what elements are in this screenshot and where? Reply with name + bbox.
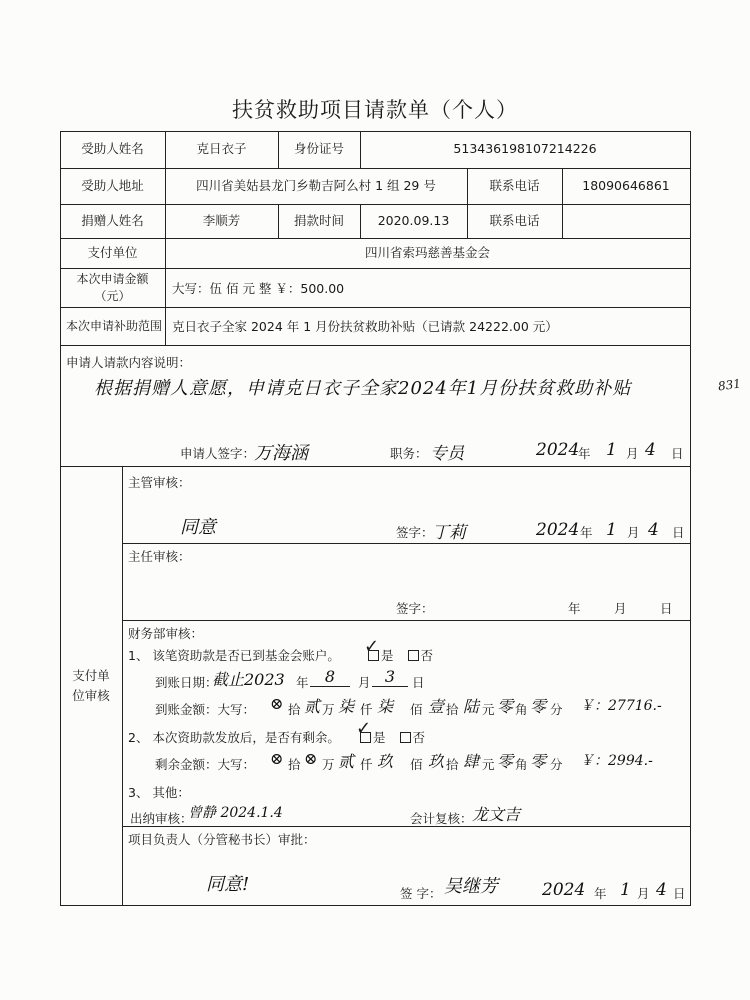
project-opinion: 同意! (206, 874, 250, 895)
request-description-label: 申请人请款内容说明： (66, 355, 192, 370)
recipient-phone-label: 联系电话 (489, 177, 540, 193)
finance-question-2: 2、 本次资助款发放后，是否有剩余。 (128, 730, 340, 745)
supervisor-year-label: 年 (580, 525, 593, 540)
supervisor-date-year: 2024 (536, 520, 580, 540)
donor-name-label: 捐赠人姓名 (81, 212, 144, 228)
request-date-year: 2024 (536, 440, 580, 460)
applicant-duty-label: 职务： (390, 446, 428, 461)
accountant-signature: 龙文吉 (472, 805, 521, 824)
request-month-label: 月 (626, 446, 639, 461)
request-year-label: 年 (578, 446, 591, 461)
request-day-label: 日 (671, 446, 684, 461)
director-sign-label: 签字： (396, 601, 434, 616)
remain-no-checkbox[interactable] (400, 732, 411, 743)
arrival-year-label: 年 (296, 675, 309, 690)
donor-phone-label: 联系电话 (489, 212, 540, 228)
paying-unit-value: 四川省索玛慈善基金会 (364, 244, 490, 260)
recipient-address-value: 四川省美姑县龙门乡勒吉阿么村 1 组 29 号 (196, 177, 436, 193)
request-description-handwriting: 根据捐赠人意愿，申请克日衣子全家2024年1月份扶贫救助补贴 (94, 378, 632, 399)
supervisor-month-label: 月 (627, 525, 640, 540)
paying-unit-label: 支付单位 (87, 244, 138, 260)
remain-amount-number: ￥：2994.- (580, 753, 653, 769)
recipient-name-value: 克日衣子 (196, 141, 247, 157)
payer-review-label: 支付单位审核 (72, 667, 110, 703)
no-checkbox[interactable] (408, 650, 419, 661)
id-number-value: 513436198107214226 (453, 141, 597, 157)
form-title: 扶贫救助项目请款单（个人） (232, 98, 518, 122)
applicant-duty: 专员 (430, 444, 464, 464)
arrival-amount-label: 到账金额：大写： (155, 702, 256, 717)
remain-no-label: 否 (412, 730, 426, 745)
arrival-amount-number: ￥：27716.- (580, 698, 662, 714)
arrival-date-label: 到账日期： (155, 675, 218, 690)
remain-yes-label: 是 (373, 730, 386, 745)
supervisor-review-label: 主管审核： (128, 475, 191, 490)
request-date-month: 1 (606, 440, 617, 460)
director-month-label: 月 (614, 601, 627, 616)
accountant-review-label: 会计复核： (410, 811, 473, 826)
supervisor-signature: 丁莉 (432, 523, 466, 543)
director-year-label: 年 (568, 601, 581, 616)
arrival-month-label: 月 (358, 675, 371, 690)
remain-check-mark: ✓ (356, 718, 372, 739)
no-label: 否 (420, 648, 434, 663)
project-year-label: 年 (594, 886, 607, 901)
recipient-name-label: 受助人姓名 (81, 141, 144, 157)
remain-amount-label: 剩余金额：大写： (155, 757, 256, 772)
arrival-day: 3 (372, 667, 408, 687)
finance-question-1: 1、 该笔资助款是否已到基金会账户。 (128, 648, 340, 663)
project-signature: 吴继芳 (444, 876, 498, 897)
project-head-label: 项目负责人（分管秘书长）审批： (128, 832, 316, 847)
project-sign-label: 签 字： (400, 886, 442, 901)
supervisor-sign-label: 签字： (396, 525, 434, 540)
supervisor-opinion: 同意 (180, 517, 216, 538)
request-amount-value: 大写：伍 佰 元 整 ￥：500.00 (172, 280, 345, 296)
cashier-review-label: 出纳审核： (130, 811, 193, 826)
applicant-sign-label: 申请人签字： (180, 446, 256, 461)
project-month-label: 月 (637, 886, 650, 901)
yes-check-mark: ✓ (364, 636, 380, 657)
donor-phone-value (562, 204, 690, 238)
recipient-address-label: 受助人地址 (81, 177, 144, 193)
finance-review-label: 财务部审核： (128, 626, 204, 641)
request-amount-label: 本次申请金额（元） (76, 272, 149, 303)
yes-label: 是 (381, 648, 394, 663)
request-scope-label: 本次申请补助范围 (66, 318, 163, 333)
applicant-signature: 万海涵 (254, 443, 308, 464)
arrival-day-label: 日 (412, 675, 425, 690)
margin-note: 831 (717, 376, 742, 394)
director-day-label: 日 (660, 601, 673, 616)
request-date-day: 4 (645, 440, 656, 460)
id-number-label: 身份证号 (293, 141, 344, 157)
director-review-label: 主任审核： (128, 549, 191, 564)
project-date-day: 4 (656, 880, 667, 900)
project-date-year: 2024 (542, 880, 586, 900)
supervisor-date-month: 1 (606, 520, 617, 540)
supervisor-date-day: 4 (648, 520, 659, 540)
project-date-month: 1 (620, 880, 631, 900)
project-day-label: 日 (673, 886, 686, 901)
arrival-date-handwriting: 截止2023 (212, 670, 285, 689)
supervisor-day-label: 日 (672, 525, 685, 540)
donation-date-label: 捐款时间 (293, 212, 344, 228)
donation-date-value: 2020.09.13 (377, 212, 450, 228)
finance-question-3: 3、 其他： (128, 785, 190, 800)
cashier-signature: 曾静 2024.1.4 (188, 805, 283, 821)
donor-name-value: 李顺芳 (202, 212, 241, 228)
recipient-phone-value: 18090646861 (582, 177, 670, 193)
request-scope-value: 克日衣子全家 2024 年 1 月份扶贫救助补贴（已请款 24222.00 元） (172, 319, 558, 334)
arrival-month: 8 (310, 667, 350, 687)
